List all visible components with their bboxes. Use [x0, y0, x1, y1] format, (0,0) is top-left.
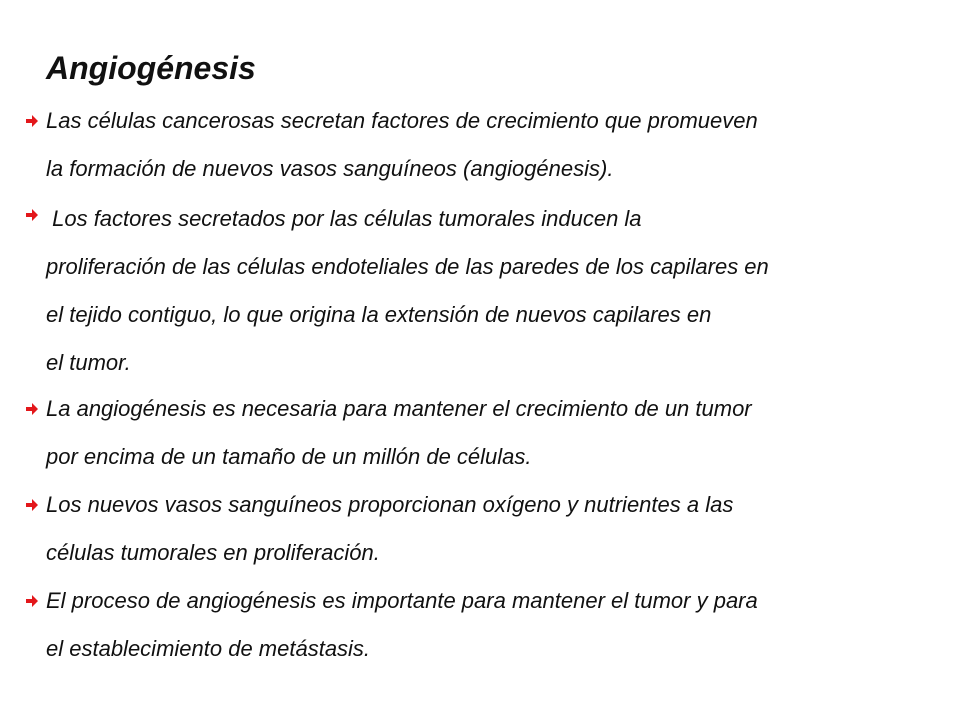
bullet-line: por encima de un tamaño de un millón de células.: [46, 444, 532, 469]
bullet-line: el establecimiento de metástasis.: [46, 636, 371, 661]
red-arrow-bullet-icon: [26, 208, 38, 222]
red-arrow-bullet-icon: [26, 498, 38, 512]
bullet-line: células tumorales en proliferación.: [46, 540, 380, 565]
bullet-line: Los factores secretados por las células tumorales inducen la: [46, 206, 642, 231]
bullet-line: el tejido contiguo, lo que origina la extensión de nuevos capilares en: [46, 302, 712, 327]
bullet-line: proliferación de las células endoteliales de las paredes de los capilares en: [46, 254, 769, 279]
bullet-line: La angiogénesis es necesaria para mantener el crecimiento de un tumor: [46, 396, 752, 421]
bullet-line: El proceso de angiogénesis es importante para mantener el tumor y para: [46, 588, 758, 613]
bullet-line: Los nuevos vasos sanguíneos proporcionan oxígeno y nutrientes a las: [46, 492, 734, 517]
red-arrow-bullet-icon: [26, 114, 38, 128]
bullet-line: la formación de nuevos vasos sanguíneos (angiogénesis).: [46, 156, 614, 181]
red-arrow-bullet-icon: [26, 594, 38, 608]
red-arrow-bullet-icon: [26, 402, 38, 416]
bullet-line: Las células cancerosas secretan factores de crecimiento que promueven: [46, 108, 758, 133]
bullet-line: el tumor.: [46, 350, 131, 375]
slide-title: Angiogénesis: [46, 50, 256, 86]
